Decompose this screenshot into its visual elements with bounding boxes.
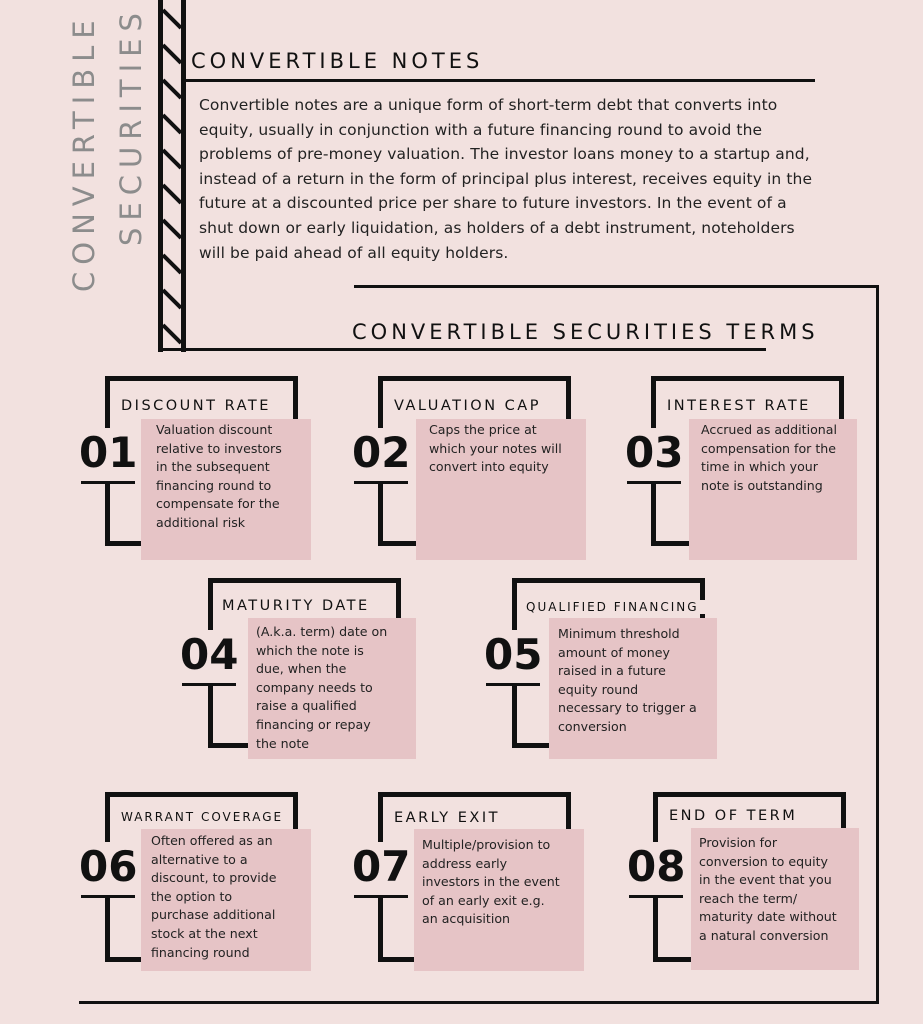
term-label: END OF TERM xyxy=(663,808,803,824)
term-label: EARLY EXIT xyxy=(388,810,506,826)
side-title-line2: SECURITIES xyxy=(114,6,148,246)
term-number: 03 xyxy=(621,428,687,482)
notes-description: Convertible notes are a unique form of short-term debt that converts into equity, usually in conjunction with a future financing round to avoid the problems of pre-money valuation. The investor loans money to a startup and, instead of a return in the form of principal plus interest, receives equity in the future at a discounted price per share to future investors. In the event of a shut down or early liquidation, as holders of a debt instrument, noteholders will be paid ahead of all equity holders. xyxy=(199,96,813,262)
outer-frame-top xyxy=(354,285,879,288)
term-description: Minimum threshold amount of money raised in a future equity round necessary to trigger a conversion xyxy=(558,626,697,734)
outer-frame-bottom xyxy=(79,1001,879,1004)
term-number: 06 xyxy=(75,842,141,896)
hatch-stripes xyxy=(163,0,181,352)
term-label: INTEREST RATE xyxy=(661,398,817,414)
term-description: Accrued as additional compensation for the time in which your note is outstanding xyxy=(701,422,837,493)
terms-title: CONVERTIBLE SECURITIES TERMS xyxy=(352,320,819,344)
term-description: Provision for conversion to equity in the event that you reach the term/ maturity date without a natural conversion xyxy=(699,835,837,943)
term-number: 05 xyxy=(480,630,546,684)
terms-underline xyxy=(158,348,766,351)
term-number: 04 xyxy=(176,630,242,684)
term-description: Often offered as an alternative to a discount, to provide the option to purchase additional stock at the next financing round xyxy=(151,833,277,960)
side-title-line1: CONVERTIBLE xyxy=(67,13,101,292)
term-description: Valuation discount relative to investors in the subsequent financing round to compensate for the additional risk xyxy=(156,422,282,530)
term-description: Caps the price at which your notes will convert into equity xyxy=(429,422,562,475)
term-label: WARRANT COVERAGE xyxy=(115,810,289,824)
term-number: 02 xyxy=(348,428,414,482)
notes-underline xyxy=(186,79,815,82)
hatched-bar-decoration xyxy=(158,0,186,352)
term-number: 07 xyxy=(348,842,414,896)
term-number: 08 xyxy=(623,842,689,896)
term-description: Multiple/provision to address early investors in the event of an early exit e.g. an acquisition xyxy=(422,837,560,927)
notes-title: CONVERTIBLE NOTES xyxy=(191,49,484,73)
term-number: 01 xyxy=(75,428,141,482)
outer-frame-right xyxy=(876,285,879,1004)
term-label: MATURITY DATE xyxy=(216,598,376,614)
term-label: DISCOUNT RATE xyxy=(115,398,277,414)
term-label: QUALIFIED FINANCING xyxy=(520,600,705,614)
term-label: VALUATION CAP xyxy=(388,398,547,414)
term-description: (A.k.a. term) date on which the note is due, when the company needs to raise a qualified financing or repay the note xyxy=(256,624,388,751)
